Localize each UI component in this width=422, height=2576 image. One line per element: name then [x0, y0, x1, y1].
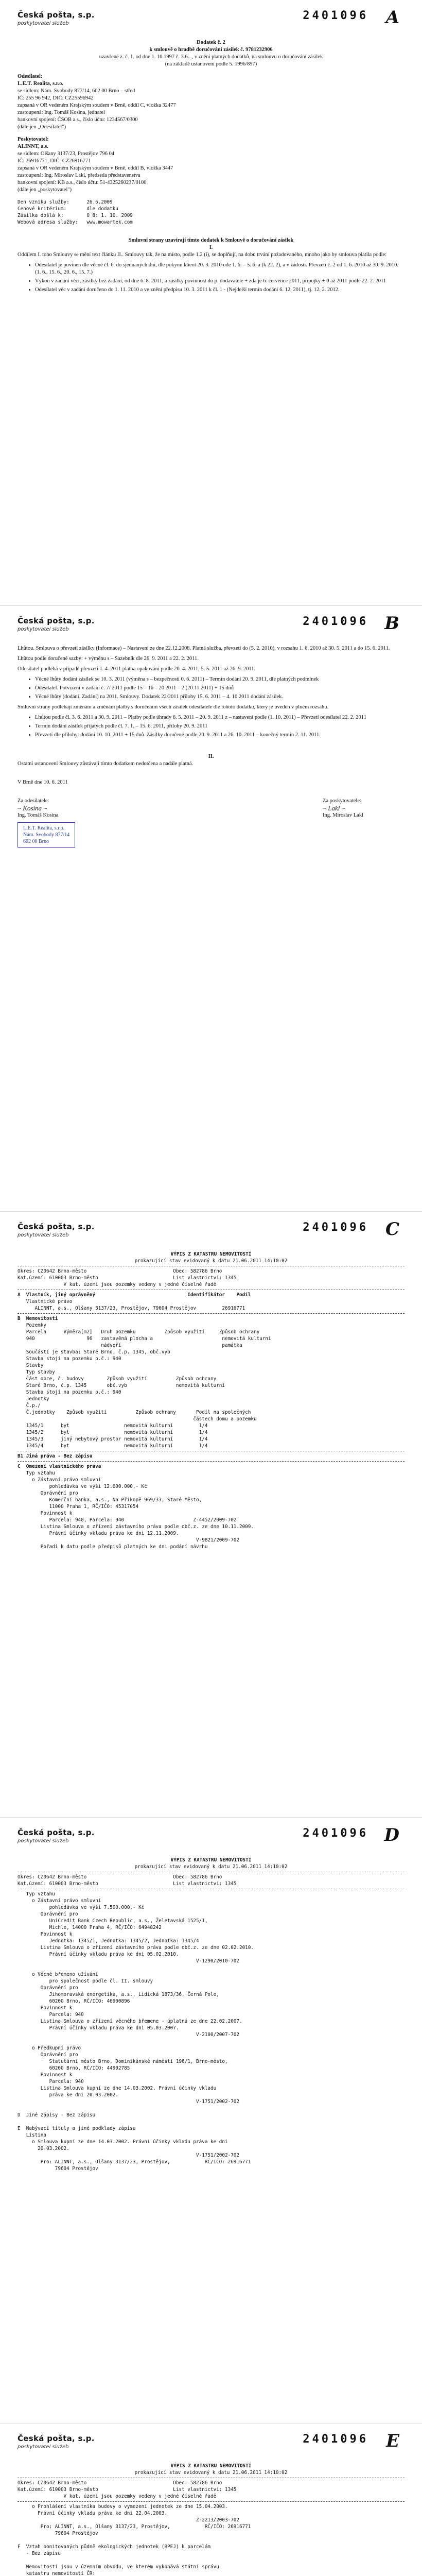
extract-row: 1345/3 jiný nebytový prostor nemovitá kulturní 1/4	[17, 1436, 208, 1442]
extract-row: 940 96 zastavěná plocha a nemovitá kulturní	[17, 1336, 271, 1342]
extract-row: 1345/2 byt nemovitá kulturní 1/4	[17, 1430, 208, 1435]
document-page-2	[0, 606, 422, 1212]
extract-row: Typ vztahu	[17, 1470, 55, 1476]
extract-row: Listina Smlouva o zřízení zástavního práva podle obč.z. ze dne 02.02.2010.	[17, 1945, 254, 1951]
contract-field: Webová adresa služby: www.mowartek.com	[17, 219, 133, 225]
list-item: • Odesílatel. Potvrzení v zadání č. 7/ 2011 podle 15 – 16 – 20 2011 – 2 (20.11.2011) + 15 dnů	[35, 685, 405, 692]
stamp-line: 602 00 Brno	[23, 839, 49, 844]
section-b-table-head: Pozemky Parcela Výměra[m2] Druh pozemku Způsob využití Způsob ochrany	[26, 1323, 260, 1335]
extract-row: UniCredit Bank Czech Republic, a.s., Želetavská 1525/1,	[17, 1918, 208, 1924]
extract-row: Parcela: 940, Parcela: 940 Z-4452/2009-702	[17, 1517, 237, 1523]
ceska-posta-logo: Česká pošta, s.p.	[17, 2434, 95, 2443]
extract-head-row: Kat.území: 610003 Brno-město List vlastnictví: 1345	[17, 1275, 237, 1281]
party1-label: Odesílatel:	[17, 74, 43, 79]
extract-row: Právní účinky vkladu práva ke dni 12.11.2009.	[17, 1531, 179, 1536]
extract-row: V-1751/2002-702	[17, 2099, 239, 2105]
page-letter: B	[384, 613, 399, 634]
extract-row: Listina	[17, 2132, 46, 2138]
party2-line: zastoupená: Ing. Miroslav Lakl, předseda představenstva	[17, 173, 140, 178]
extract-row: Jihomoravská energetika, a.s., Lidická 1873/36, Černá Pole,	[17, 1992, 219, 1997]
section-c-heading: C Omezení vlastnického práva	[17, 1464, 101, 1469]
contract-field: Zásilka došlá k: O 8: 1. 10. 2009	[17, 213, 133, 218]
document-page-1	[0, 0, 422, 606]
page-header	[17, 1827, 405, 1857]
extract-row: Komerční banka, a.s., Na Příkopě 969/33, Staré Město,	[17, 1497, 202, 1503]
extract-subtitle: prokazující stav evidovaný k datu 21.06.2011 14:10:02	[134, 2470, 288, 2476]
stamp-line: L.E.T. Realita, s.r.o.	[23, 825, 65, 831]
party2-line: se sídlem: Olšany 3137/23, Prostějov 796 04	[17, 151, 115, 157]
extract-row: V-2100/2007-702	[17, 2032, 239, 2038]
extract-row: práva ke dni 20.03.2002.	[17, 2092, 118, 2098]
party1-line: IČ: 255 96 942, DIČ: CZ25596942	[17, 95, 94, 101]
extract-row: částech domu a pozemku	[17, 1416, 257, 1422]
extract-row: o Prohlášení vlastníka budovy o vymezení jednotek ze dne 15.04.2003.	[17, 2504, 228, 2510]
extract-row: V-1751/2002-702	[17, 2153, 239, 2158]
verification-number: 2401096	[303, 1827, 368, 1840]
section-roman: II.	[208, 754, 214, 759]
page-letter: D	[384, 1825, 399, 1845]
extract-row	[17, 1964, 405, 1971]
extract-row: F Vztah bonitovaných půdně ekologických jednotek (BPEJ) k parcelám	[17, 2544, 211, 2550]
verification-number: 2401096	[303, 1221, 368, 1234]
extract-row: katastru nemovitostí ČR:	[17, 2571, 96, 2576]
verification-number: 2401096	[303, 615, 368, 628]
ceska-posta-logo: Česká pošta, s.p.	[17, 1828, 95, 1837]
extract-row: Č.jednotky Způsob využití Způsob ochrany Podíl na společných	[17, 1410, 251, 1415]
extract-row: Parcela: 940	[17, 2079, 84, 2084]
extract-row: Parcela: 940	[17, 2012, 84, 2018]
extract-row: o Smlouva kupní ze dne 14.03.2002. Právní účinky vkladu práva ke dni	[17, 2139, 228, 2145]
document-intro-2: (na základě ustanovení podle 5. 1996/897)	[165, 61, 257, 67]
extract-row: 79604 Prostějov	[17, 2531, 98, 2536]
party2-name: ALINNT, a.s.	[17, 144, 48, 149]
extract-title: VÝPIS Z KATASTRU NEMOVITOSTÍ	[170, 1857, 252, 1863]
ceska-posta-logo: Česká pošta, s.p.	[17, 1222, 95, 1231]
extract-row: Pro: ALINNT, a.s., Olšany 3137/23, Prostějov, RČ/IČO: 26916771	[17, 2159, 251, 2165]
paragraph: Lhůtou. Smlouva o převzetí zásilky (Informace) – Nastavení ze dne 22.12.2008. Platná služba, převzetí do (5. 2. 2010), v rozsahu 1. 6. 2010 až 30. 5. 2011 a do 15. 6. 2011.	[17, 646, 390, 651]
party1-line: zapsaná v OR vedeném Krajským soudem v Brně, oddíl C, vložka 32477	[17, 103, 176, 108]
logo-subtitle: poskytovatel služeb	[17, 21, 69, 26]
document-page-3	[0, 1212, 422, 1818]
company-stamp	[17, 822, 75, 848]
paragraph: Lhůtou podle doručené sazby: + výměnu s – Sazebník dle 26. 9. 2011 a 22. 2. 2011.	[17, 656, 199, 662]
section-roman: I.	[209, 245, 213, 250]
ceska-posta-logo: Česká pošta, s.p.	[17, 10, 95, 20]
section-b-rows	[17, 1335, 405, 1449]
logo-subtitle: poskytovatel služeb	[17, 2444, 69, 2450]
extract-row: 60200 Brno, RČ/IČO: 44992785	[17, 2065, 130, 2071]
extract-row: Právní účinky vkladu práva ke dni 05.03.2007.	[17, 2025, 179, 2031]
extract-rows	[17, 2503, 405, 2576]
extract-head-row: Okres: CZ0642 Brno-město Obec: 582786 Brno	[17, 2480, 222, 2486]
ceska-posta-logo: Česká pošta, s.p.	[17, 616, 95, 625]
extract-row: - Bez zápisu	[17, 2551, 61, 2556]
party2-line: bankovní spojení: KB a.s., číslo účtu: 51-4325260237/0100	[17, 180, 147, 185]
extract-title: VÝPIS Z KATASTRU NEMOVITOSTÍ	[170, 2463, 252, 2469]
extract-row: 60200 Brno, RČ/IČO: 46900896	[17, 1998, 130, 2004]
section-b-heading: B Nemovitosti	[17, 1316, 58, 1321]
extract-head-row: Okres: CZ0642 Brno-město Obec: 582786 Brno	[17, 1874, 222, 1880]
logo-subtitle: poskytovatel služeb	[17, 1232, 69, 1238]
party2-label: Poskytovatel:	[17, 137, 49, 142]
extract-subtitle: prokazující stav evidovaný k datu 21.06.2011 14:10:02	[134, 1258, 288, 1264]
extract-row: Michle, 14000 Praha 4, RČ/IČO: 64948242	[17, 1925, 162, 1930]
list-item: • Odesílatel věc v zadání doručeno do 1. 11. 2010 a ve znění předpisu 10. 3. 2011 k čl. 1 - (Nejdelší termín dodání 6. 12. 2011), tj. 12. 2. 2012.	[35, 286, 405, 294]
page-header	[17, 1221, 405, 1251]
extract-row: Právní účinky vkladu práva ke dni 22.04.2003.	[17, 2511, 168, 2516]
party2-line: zapsaná v OR vedeném Krajským soudem v Brně, oddíl B, vložka 3447	[17, 165, 173, 171]
document-title: Dodatek č. 2	[197, 40, 225, 45]
extract-row: Oprávnění pro	[17, 1911, 78, 1917]
handwritten-signature: ~ Kosina ~	[17, 804, 47, 812]
extract-row: Právní účinky vkladu práva ke dni 05.02.2010.	[17, 1952, 179, 1957]
list-item: • Odesílatel je povinen dle věcné čl. 6. do sjednaných dní, dle pokynu klient 20. 3. 2010 ode 1. 6. – 5. 6. a (k 22. 2), a v žádosti. Převzetí č. 2 od 1. 6. 2010 až 30. 9. 2010. (1. 6., 15. 6., 20. 6., 15. 7.)	[35, 262, 405, 276]
party1-name: L.E.T. Realita, s.r.o.	[17, 81, 63, 87]
extract-row: ALINNT, a.s., Olšany 3137/23, Prostějov, 79604 Prostějov 26916771	[17, 1306, 245, 1311]
page-header	[17, 2433, 405, 2463]
extract-row: D Jiné zápisy - Bez zápisu	[17, 2112, 96, 2118]
extract-row: 79604 Prostějov	[17, 2166, 98, 2172]
logo-subtitle: poskytovatel služeb	[17, 1838, 69, 1844]
extract-row: V-1290/2010-702	[17, 1958, 239, 1964]
list-item: • Věcné lhůty (dodání. Zadání) na 2011. Smlouvy. Dodatek 22/2011 přílohy 15. 6. 2011 – 4. 10 2011 dodání zásilek.	[35, 693, 405, 701]
signature-label: Za poskytovatele:	[322, 798, 361, 804]
contract-field: Cenové kritérium: dle dodatku	[17, 206, 118, 212]
extract-row: o Předkupní právo	[17, 2045, 81, 2051]
extract-row: Listina Smlouva o zřízení zástavního práva podle obč.z. ze dne 10.11.2009.	[17, 1524, 254, 1530]
extract-row	[17, 2557, 405, 2564]
extract-row: Pořadí k datu podle předpisů platných ke dni podání návrhu	[17, 1544, 208, 1550]
logo-subtitle: poskytovatel služeb	[17, 626, 69, 632]
extract-row: Statutární město Brno, Dominikánské náměstí 196/1, Brno-město,	[17, 2059, 228, 2064]
page-letter: A	[385, 7, 399, 28]
extract-row: Povinnost k	[17, 2072, 73, 2078]
bullet-list	[17, 676, 405, 701]
paragraph: Oddílem I. toho Smlouvy se mění text článku II.. Smlouvy tak, že na místo, podle 1.2 (i), se doplňují, na dobu trvání požadovaného, mnoho jako by smlouva platila podle:	[17, 252, 387, 258]
extract-row: 11000 Praha 1, RČ/IČO: 45317054	[17, 1504, 139, 1510]
extract-row: 1345/4 byt nemovitá kulturní 1/4	[17, 1443, 208, 1449]
contract-field: Den vzniku služby: 26.6.2009	[17, 199, 113, 205]
extract-row: Staré Brno, č.p. 1345 obč.vyb nemovitá kulturní	[17, 1383, 225, 1388]
document-intro: uzavřené z. č. 1. od dne 1. 10.1997 č. 3.6..., v znění platných dodatků, na smlouvu o doručování zásilek	[99, 54, 323, 60]
section-a-heading: A Vlastník, jiný oprávněný Identifikátor Podíl	[17, 1292, 251, 1298]
extract-row: Povinnost k	[17, 2005, 73, 2011]
extract-row: Součástí je stavba: Staré Brno, č.p. 1345, obč.vyb	[17, 1349, 170, 1355]
extract-row	[17, 2105, 405, 2112]
extract-row: Stavby	[17, 1363, 44, 1368]
document-page-5	[0, 2424, 422, 2576]
extract-rows	[17, 1891, 405, 2172]
extract-head-row: V kat. území jsou pozemky vedeny v jedné číselné řadě	[17, 2494, 217, 2499]
party1-line: zastoupená: Ing. Tomáš Kosina, jednatel	[17, 110, 105, 115]
party1-tail: (dále jen „Odesílatel")	[17, 124, 66, 130]
extract-subtitle: prokazující stav evidovaný k datu 21.06.2011 14:10:02	[134, 1864, 288, 1870]
extract-head-row: V kat. území jsou pozemky vedeny v jedné číselné řadě	[17, 1282, 217, 1287]
extract-row: Vlastnické právo	[17, 1299, 73, 1304]
document-page-4	[0, 1818, 422, 2424]
bullet-list	[17, 262, 405, 294]
extract-row: Část obce, č. budovy Způsob využití Způsob ochrany	[17, 1376, 217, 1382]
extract-row: Z-2213/2003-702	[17, 2517, 239, 2523]
extract-row: Listina Smlouva kupní ze dne 14.03.2002. Právní účinky vkladu	[17, 2086, 217, 2091]
extract-row: Oprávnění pro	[17, 1985, 78, 1991]
extract-row: Pro: ALINNT, a.s., Olšany 3137/23, Prostějov, RČ/IČO: 26916771	[17, 2524, 251, 2530]
extract-row: nádvoří památka	[17, 1343, 242, 1348]
extract-row: E Nabývací tituly a jiné podklady zápisu	[17, 2126, 136, 2131]
extract-head-row: Okres: CZ0642 Brno-město Obec: 582786 Brno	[17, 1268, 222, 1274]
extract-row: Listina Smlouva o zřízení věcného břemene - úplatná ze dne 22.02.2007.	[17, 2019, 242, 2024]
party2-line: IČ: 26916771, DIČ: CZ26916771	[17, 158, 91, 164]
extract-title: VÝPIS Z KATASTRU NEMOVITOSTÍ	[170, 1251, 252, 1257]
place-date: V Brně dne 10. 6. 2011	[17, 779, 68, 785]
stamp-line: Nám. Svobody 877/14	[23, 832, 70, 838]
list-item: • Věcné lhůty dodání zásilek se 10. 3. 2011 (výměna s – bezpečnosti 0. 6. 2011) – Termín dodání 20. 9. 2011, dle platných podmínek	[35, 676, 405, 683]
section-b1-heading: B1 Jiná práva - Bez zápisu	[17, 1453, 93, 1459]
extract-row: Oprávnění pro	[17, 2052, 78, 2058]
section-heading: Smluvní strany uzavírají tímto dodatek k Smlouvě o doručování zásilek	[128, 238, 294, 243]
page-letter: E	[386, 2431, 399, 2451]
extract-row: Oprávnění pro	[17, 1490, 78, 1496]
party2-tail: (dále jen „poskytovatel")	[17, 187, 72, 193]
bullet-list	[17, 714, 405, 739]
list-item: • Výkon v zadání věcí, zásilky bez zadání, od dne 6. 8. 2011, a zásilky povinnost do p. dodavatele + zda je 6. července 2011, přípojky + 0 až 2011 podle 22. 2. 2011	[35, 278, 405, 285]
handwritten-signature: ~ Lakl ~	[322, 804, 345, 812]
extract-row: Stavba stojí na pozemku p.č.: 940	[17, 1389, 121, 1395]
extract-row: Typ vztahu	[17, 1891, 55, 1897]
extract-row: Jednotky	[17, 1396, 49, 1402]
document-subtitle: k smlouvě o hradbě doručování zásilek č. 9781232906	[149, 47, 273, 53]
party1-line: bankovní spojení: ČSOB a.s., číslo účtu: 1234567/0300	[17, 117, 138, 123]
extract-head-row: Kat.území: 610003 Brno-město List vlastnictví: 1345	[17, 1881, 237, 1887]
extract-head-row: Kat.území: 610003 Brno-město List vlastnictví: 1345	[17, 2487, 237, 2493]
extract-row: Č.p./	[17, 1403, 41, 1409]
extract-row	[17, 2038, 405, 2045]
extract-row: pro společnost podle čl. II. smlouvy	[17, 1978, 153, 1984]
extract-row: pohledávka ve výši 12.000.000,- Kč	[17, 1484, 147, 1489]
paragraph: Ostatní ustanovení Smlouvy zůstávají tímto dodatkem nedotčena a nadále platná.	[17, 761, 194, 767]
signature-label: Za odesílatele:	[17, 798, 49, 804]
extract-row: o Zástavní právo smluvní	[17, 1477, 101, 1483]
party1-line: se sídlem: Nám. Svobody 877/14, 602 00 Brno – střed	[17, 88, 135, 94]
section-c-rows	[17, 1470, 405, 1550]
extract-row: Povinnost k	[17, 1931, 73, 1937]
paragraph: Smluvní strany podléhají změnám a změnám platby s doručením všech zásilek odesílatele dle tohoto dodatku, který je uveden v plném rozsahu.	[17, 704, 329, 710]
extract-row: Povinnost k	[17, 1511, 73, 1516]
extract-row: V-9821/2009-702	[17, 1537, 239, 1543]
page-letter: C	[385, 1219, 399, 1240]
extract-row: Jednotka: 1345/1, Jednotka: 1345/2, Jednotka: 1345/4	[17, 1938, 199, 1944]
extract-row: 1345/1 byt nemovitá kulturní 1/4	[17, 1423, 208, 1429]
extract-row: Typ stavby	[17, 1369, 55, 1375]
extract-row: o Zástavní právo smluvní	[17, 1898, 101, 1904]
signatory-name: Ing. Tomáš Kosina	[17, 812, 59, 818]
extract-row: 20.03.2002.	[17, 2146, 69, 2151]
extract-row: Stavba stojí na pozemku p.č.: 940	[17, 1356, 121, 1362]
extract-row: o Věcné břemeno užívání	[17, 1972, 98, 1977]
list-item: • Převzetí dle přílohy: dodání 10. 10. 2011 + 15 dnů. Zásilky doručené podle 20. 9. 2011 a 26. 10. 2011 – konečný termín 2. 11. 2011.	[35, 732, 405, 739]
extract-row: pohledávka ve výši 7.500.000,- Kč	[17, 1905, 145, 1910]
verification-number: 2401096	[303, 2433, 368, 2446]
verification-number: 2401096	[303, 9, 368, 22]
extract-row	[17, 2537, 405, 2544]
signatory-name: Ing. Miroslav Lakl	[322, 812, 363, 818]
extract-row: Nemovitosti jsou v územním obvodu, ve kterém vykonává státní správu	[17, 2564, 219, 2570]
page-header	[17, 9, 405, 39]
page-header	[17, 615, 405, 645]
paragraph: Odesílatel podléhá v případě převzetí 1. 4. 2011 platba opakování podle 20. 4. 2011, 5. 5. 2011 až 26. 9. 2011.	[17, 666, 256, 672]
list-item: • Lhůtou podle čl. 3. 6. 2011 a 30. 9. 2011 – Platby podle úhrady 6. 5. 2011 – 20. 9. 2011 z – nastavení podle (1. 10. 2011) – Převzetí odesílatel 22. 2. 2011	[35, 714, 405, 721]
extract-row	[17, 2119, 405, 2125]
list-item: • Termín dodání zásilek přijatých podle čl. 7. 1. – 15. 6. 2011, přílohy 20. 9. 2011	[35, 723, 405, 730]
